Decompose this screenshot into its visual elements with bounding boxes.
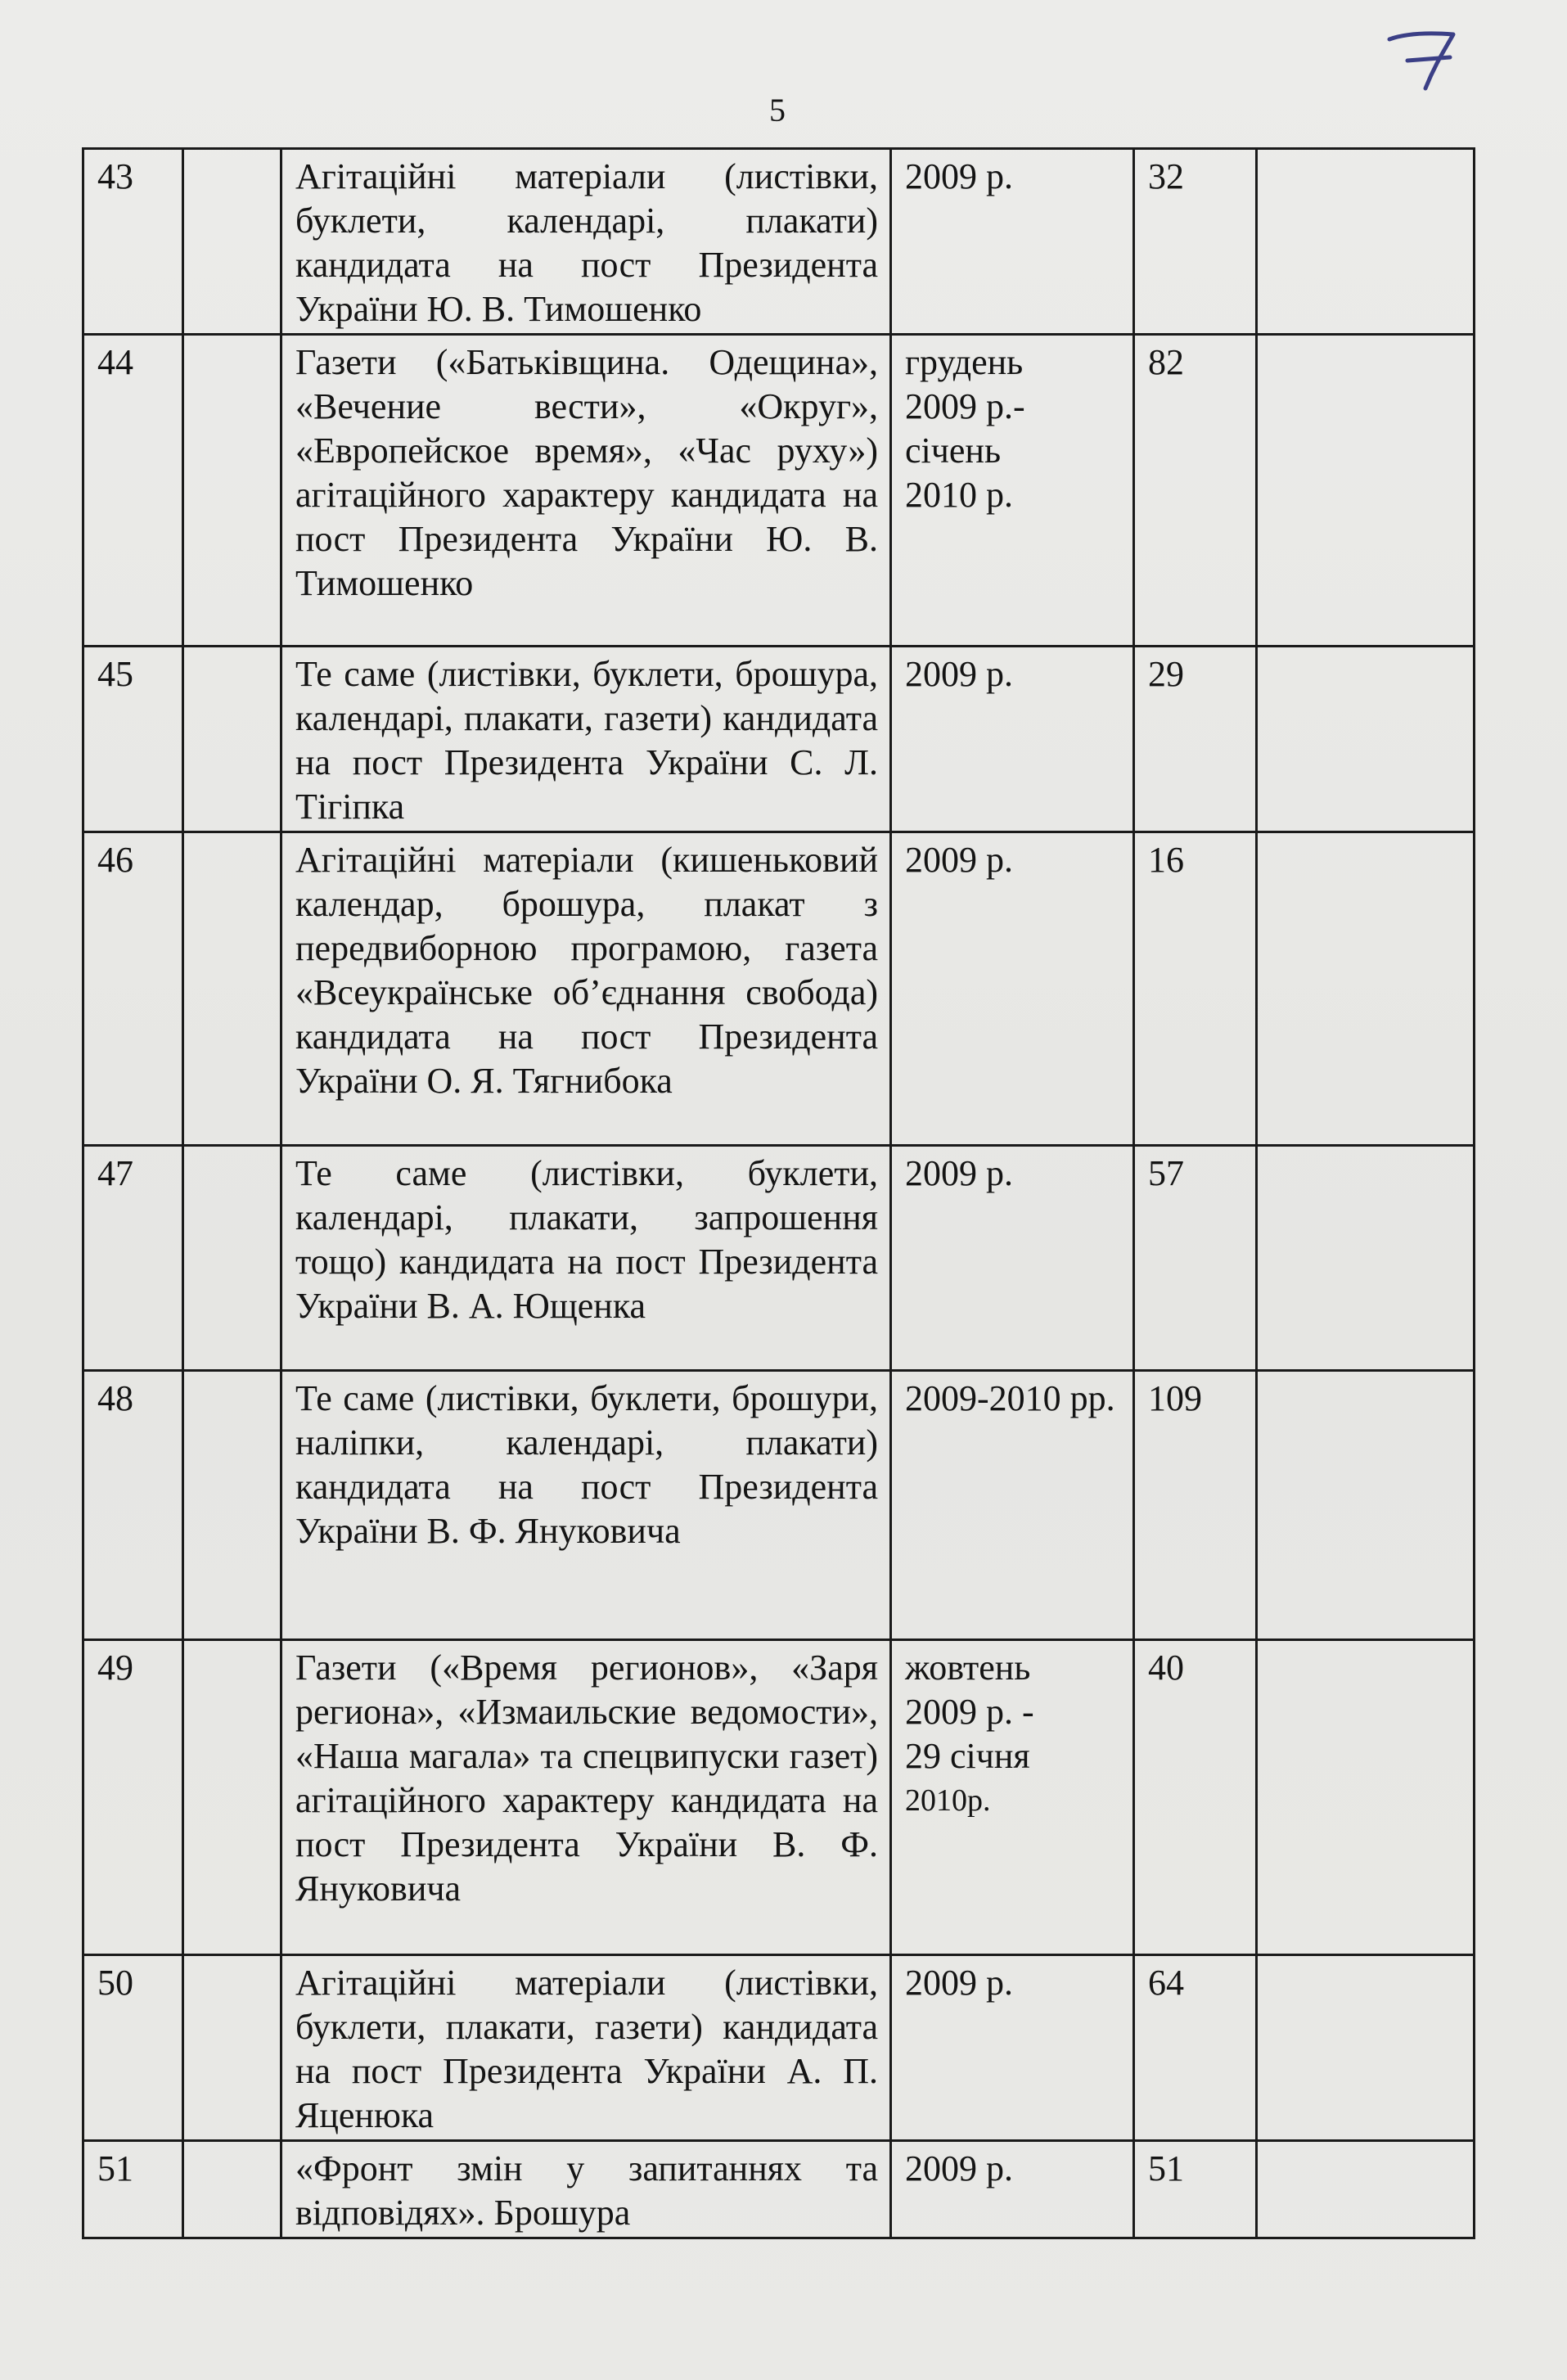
table-row (83, 1371, 1475, 1640)
item-number-cell: 50 (83, 1955, 183, 2141)
note-cell (1257, 1371, 1475, 1640)
page-number: 5 (769, 92, 786, 128)
sheet-count-cell: 40 (1134, 1640, 1257, 1955)
date-line: 2009 р. (905, 156, 1013, 196)
item-number-cell: 49 (83, 1640, 183, 1955)
table-row (83, 149, 1475, 335)
item-title-cell: Те саме (листівки, буклети, брошури, наліпки, календарі, плакати) кандидата на пост Президента України В. Ф. Януковича (281, 1371, 891, 1640)
note-cell (1257, 149, 1475, 335)
note-cell (1257, 832, 1475, 1146)
handwritten-seven-mark (1375, 21, 1473, 95)
item-number-cell: 43 (83, 149, 183, 335)
date-cell (891, 1955, 1134, 2141)
date-line: грудень (905, 342, 1024, 382)
date-line: 2009 р. (905, 654, 1013, 694)
date-line: 2009-2010 рр. (905, 1378, 1115, 1418)
item-number-cell: 44 (83, 335, 183, 647)
item-title-cell: Газети («Батьківщина. Одещина», «Вечение вести», «Округ», «Европейское время», «Час руху») агітаційного характеру кандидата на пост Президента України Ю. В. Тимошенко (281, 335, 891, 647)
date-cell (891, 1146, 1134, 1371)
sheet-count-cell: 57 (1134, 1146, 1257, 1371)
note-cell (1257, 335, 1475, 647)
index-cell (183, 1640, 281, 1955)
index-cell (183, 1146, 281, 1371)
table-row (83, 1640, 1475, 1955)
table-row (83, 647, 1475, 832)
date-cell (891, 1371, 1134, 1640)
note-cell (1257, 2141, 1475, 2238)
item-title-cell: Агітаційні матеріали (листівки, буклети, календарі, плакати) кандидата на пост Президента України Ю. В. Тимошенко (281, 149, 891, 335)
date-line: 29 січня (905, 1736, 1030, 1776)
date-line: січень (905, 430, 1002, 471)
note-cell (1257, 1955, 1475, 2141)
item-number-cell: 45 (83, 647, 183, 832)
index-cell (183, 647, 281, 832)
sheet-count-cell: 64 (1134, 1955, 1257, 2141)
date-line: 2009 р. (905, 1963, 1013, 2003)
table-row (83, 1955, 1475, 2141)
date-line: 2009 р. (905, 2148, 1013, 2188)
item-title-cell: Те саме (листівки, буклети, календарі, плакати, запрошення тощо) кандидата на пост Президента України В. А. Ющенка (281, 1146, 891, 1371)
sheet-count-cell: 32 (1134, 149, 1257, 335)
index-cell (183, 1371, 281, 1640)
index-cell (183, 1955, 281, 2141)
item-number-cell: 48 (83, 1371, 183, 1640)
handwritten-sheet-number (1375, 21, 1473, 95)
date-line: 2009 р. (905, 840, 1013, 880)
index-cell (183, 2141, 281, 2238)
date-cell (891, 149, 1134, 335)
index-cell (183, 149, 281, 335)
sheet-count-cell: 109 (1134, 1371, 1257, 1640)
date-cell (891, 1640, 1134, 1955)
index-cell (183, 335, 281, 647)
item-title-cell: «Фронт змін у запитаннях та відповідях». Брошура (281, 2141, 891, 2238)
note-cell (1257, 1146, 1475, 1371)
item-title-cell: Агітаційні матеріали (листівки, буклети, плакати, газети) кандидата на пост Президента України А. П. Яценюка (281, 1955, 891, 2141)
table-row (83, 1146, 1475, 1371)
index-cell (183, 832, 281, 1146)
item-number-cell: 51 (83, 2141, 183, 2238)
item-title-cell: Те саме (листівки, буклети, брошура, календарі, плакати, газети) кандидата на пост Президента України С. Л. Тігіпка (281, 647, 891, 832)
archive-inventory-table (82, 147, 1475, 2239)
date-line: 2009 р.- (905, 386, 1025, 426)
date-line: жовтень (905, 1648, 1031, 1688)
table-row (83, 2141, 1475, 2238)
date-cell (891, 832, 1134, 1146)
table-row (83, 832, 1475, 1146)
table-row (83, 335, 1475, 647)
date-line: 2009 р. (905, 1153, 1013, 1193)
date-cell (891, 2141, 1134, 2238)
item-number-cell: 47 (83, 1146, 183, 1371)
sheet-count-cell: 51 (1134, 2141, 1257, 2238)
item-number-cell: 46 (83, 832, 183, 1146)
note-cell (1257, 647, 1475, 832)
date-line: 2010 р. (905, 475, 1013, 515)
date-cell (891, 335, 1134, 647)
item-title-cell: Агітаційні матеріали (кишеньковий календар, брошура, плакат з передвиборною програмою, газета «Всеукраїнське об’єднання свобода) кандидата на пост Президента України О. Я. Тягнибока (281, 832, 891, 1146)
date-cell (891, 647, 1134, 832)
date-line: 2010р. (905, 1783, 991, 1818)
item-title-cell: Газети («Время регионов», «Заря региона», «Измаильские ведомости», «Наша магала» та спецвипуски газет) агітаційного характеру кандидата на пост Президента України В. Ф. Януковича (281, 1640, 891, 1955)
sheet-count-cell: 16 (1134, 832, 1257, 1146)
sheet-count-cell: 82 (1134, 335, 1257, 647)
date-line: 2009 р. - (905, 1692, 1034, 1732)
sheet-count-cell: 29 (1134, 647, 1257, 832)
note-cell (1257, 1640, 1475, 1955)
